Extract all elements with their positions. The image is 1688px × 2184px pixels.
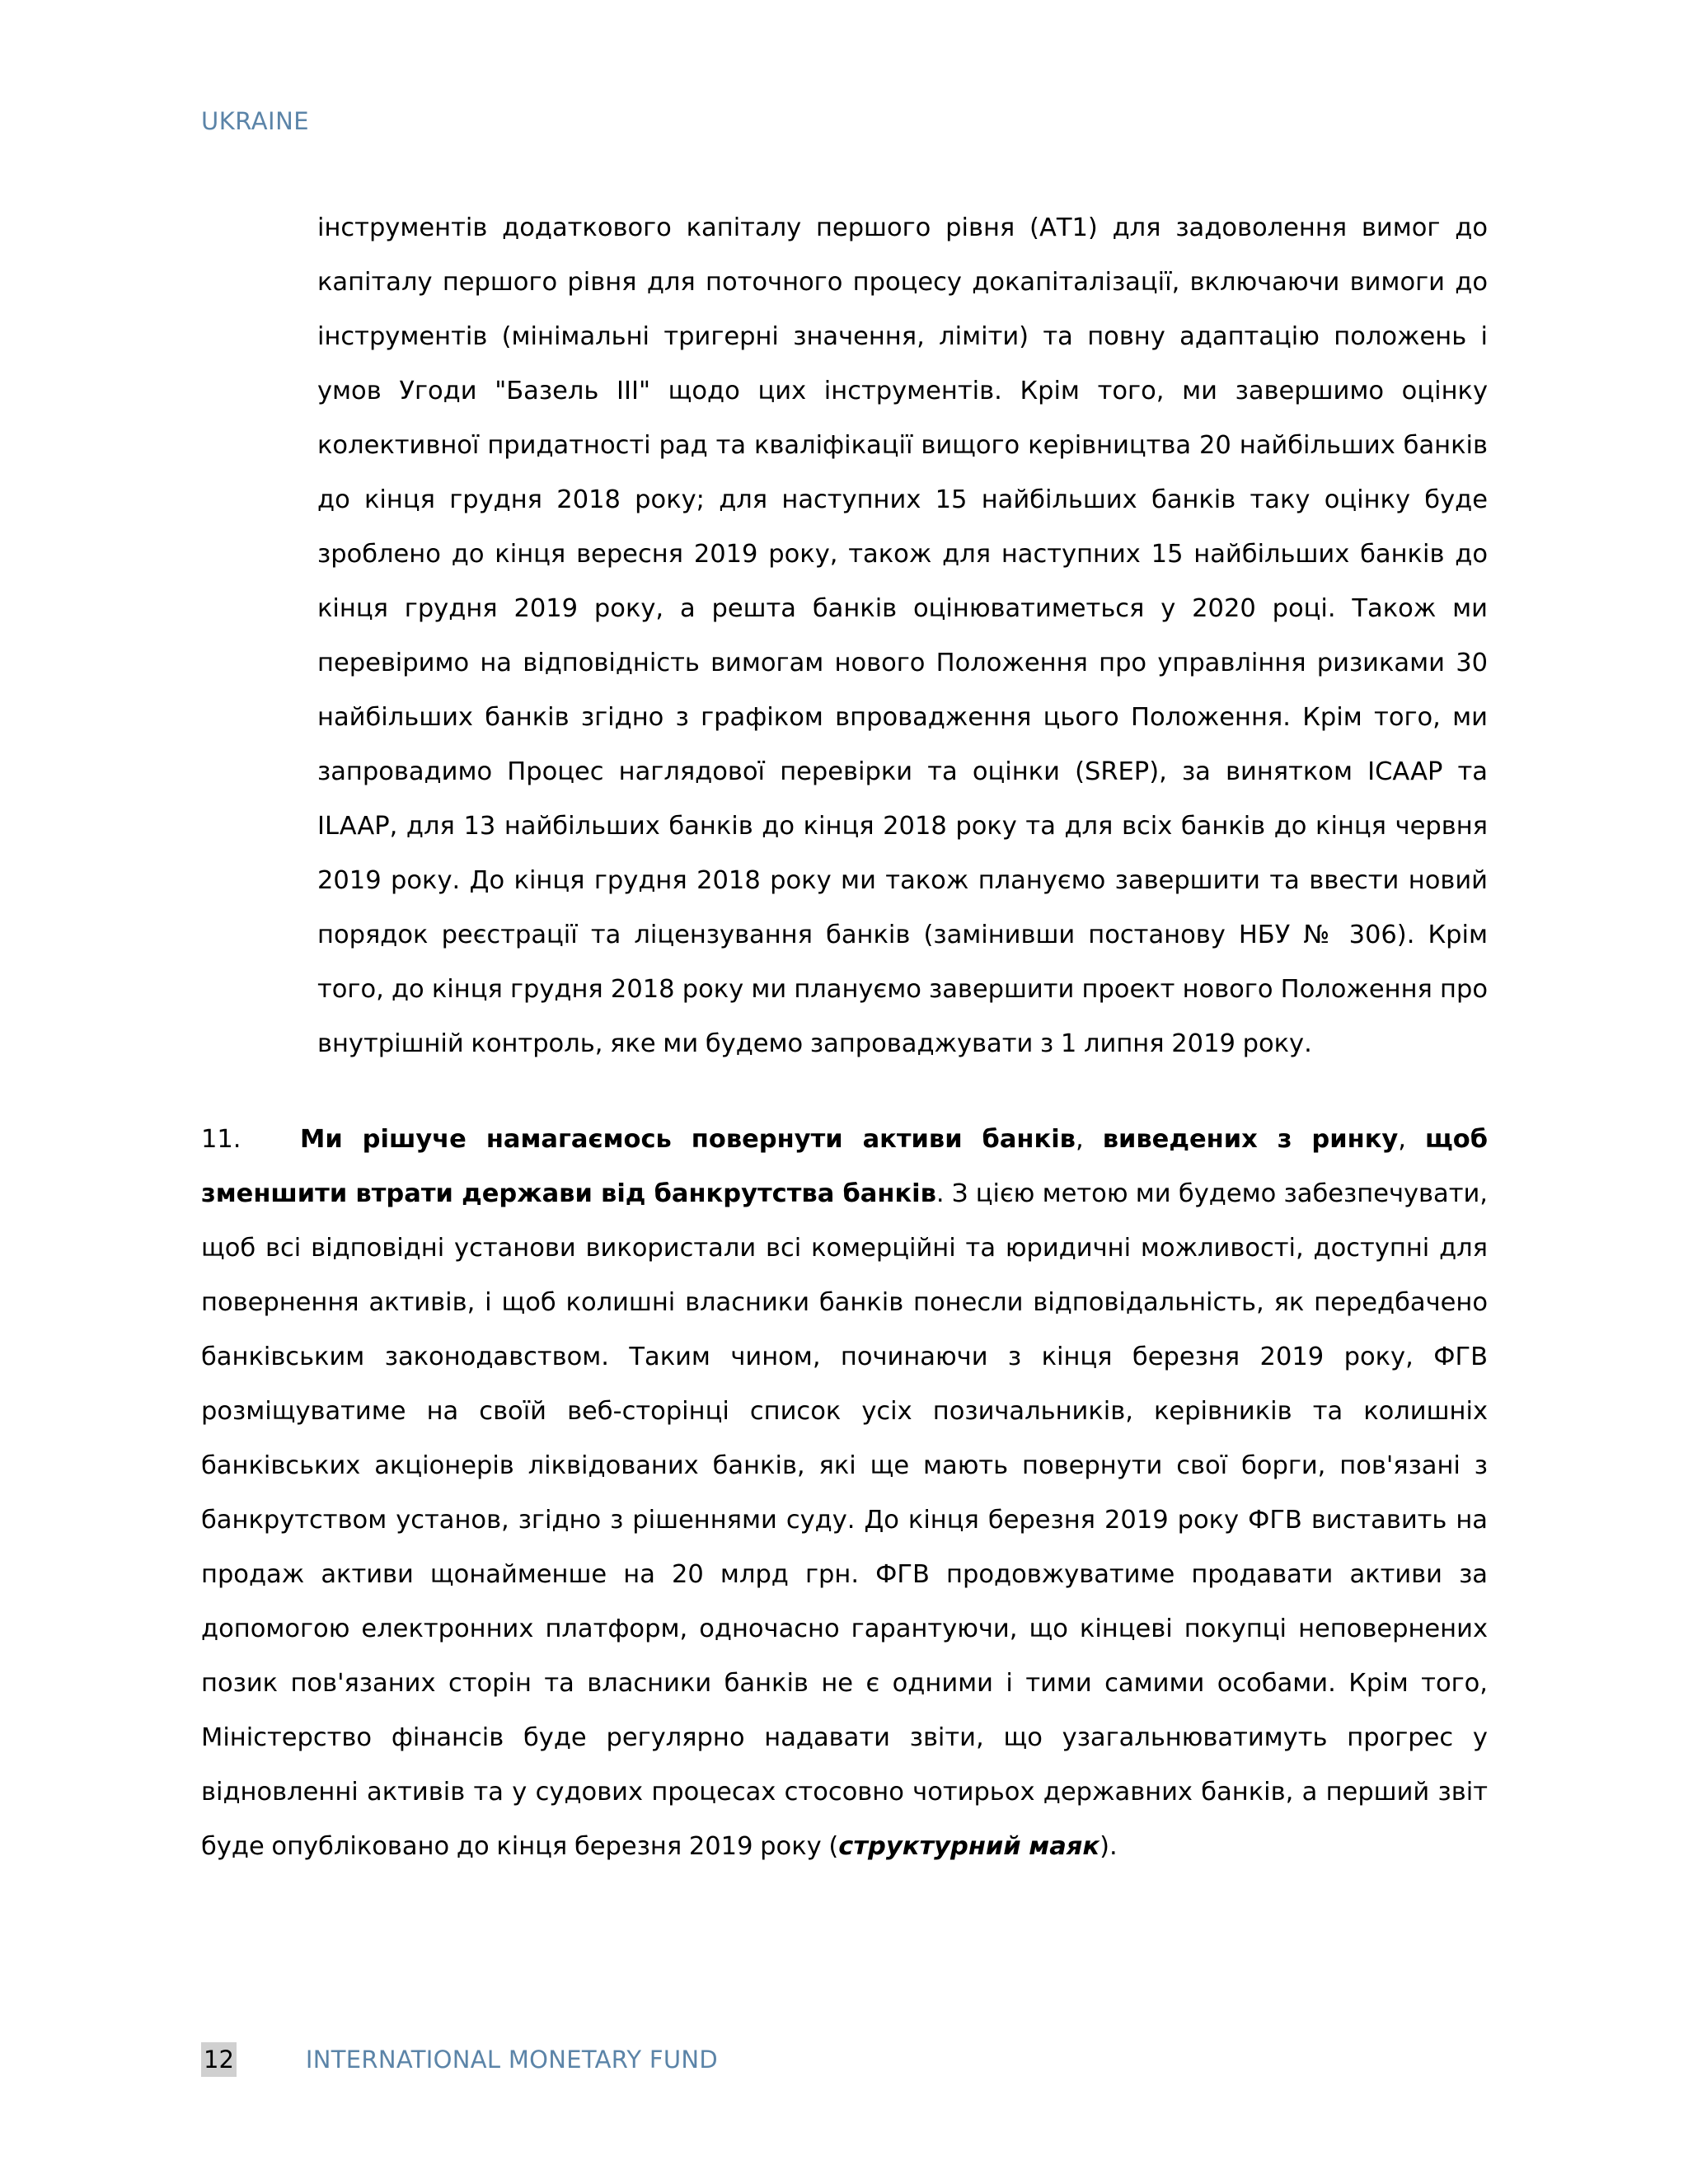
paragraph-continued: інструментів додаткового капіталу першого рівня (АТ1) для задоволення вимог до капіталу першого рівня для поточного процесу докапіталізації, включаючи вимоги до інструментів (мінімальні тригерні значення, ліміти) та повну адаптацію положень і умов Угоди "Базель ІІІ" щодо цих інструментів. Крім того, ми завершимо оцінку колективної придатності рад та кваліфікації вищого керівництва 20 найбільших банків до кінця грудня 2018 року; для наступних 15 найбільших банків таку оцінку буде зроблено до кінця вересня 2019 року, також для наступних 15 найбільших банків до кінця грудня 2019 року, а решта банків оцінюватиметься у 2020 році. Також ми перевіримо на відповідність вимогам нового Положення про управління ризиками 30 найбільших банків згідно з графіком впровадження цього Положення. Крім того, ми запровадимо Процес наглядової перевірки та оцінки (SREP), за винятком ICAAP та ILAAP, для 13 найбільших банків до кінця 2018 року та для всіх банків до кінця червня 2019 року. До кінця грудня 2018 року ми також плануємо завершити та ввести новий порядок реєстрації та ліцензування банків (замінивши постанову НБУ № 306). Крім того, до кінця грудня 2018 року ми плануємо завершити проект нового Положення про внутрішній контроль, яке ми будемо запроваджувати з 1 липня 2019 року. xyxy=(317,213,1488,1058)
paragraph-11-heading-part-3: щоб зменшити втрати держави від банкрутства банків xyxy=(201,1125,1488,1208)
running-header: UKRAINE xyxy=(201,107,310,135)
paragraph-11-heading-part-2: виведених з ринку xyxy=(1102,1125,1399,1154)
paragraph-11-body: . З цією метою ми будемо забезпечувати, щоб всі відповідні установи використали всі комерційні та юридичні можливості, доступні для повернення активів, і щоб колишні власники банків понесли відповідальність, як передбачено банківським законодавством. Таким чином, починаючи з кінця березня 2019 року, ФГВ розміщуватиме на своїй веб-сторінці список усіх позичальників, керівників та колишніх банківських акціонерів ліквідованих банків, які ще мають повернути свої борги, пов'язані з банкрутством установ, згідно з рішеннями суду. До кінця березня 2019 року ФГВ виставить на продаж активи щонайменше на 20 млрд грн. ФГВ продовжуватиме продавати активи за допомогою електронних платформ, одночасно гарантуючи, що кінцеві покупці неповернених позик пов'язаних сторін та власники банків не є одними і тими самими особами. Крім того, Міністерство фінансів буде регулярно надавати звіти, що узагальнюватимуть прогрес у відновленні активів та у судових процесах стосовно чотирьох державних банків, а перший звіт буде опубліковано до кінця березня 2019 року ( xyxy=(201,1179,1488,1861)
paragraph-number: 11. xyxy=(201,1125,241,1154)
paragraph-11 xyxy=(201,1113,1488,1874)
paragraph-11-heading-part-1: Ми рішуче намагаємось повернути активи банків xyxy=(300,1125,1076,1154)
paragraph-11-closing: ). xyxy=(1100,1832,1118,1861)
page-footer xyxy=(201,2042,718,2077)
structural-benchmark-label: структурний маяк xyxy=(838,1832,1100,1861)
heading-separator-2: , xyxy=(1398,1125,1426,1154)
footer-title: INTERNATIONAL MONETARY FUND xyxy=(305,2046,719,2074)
heading-separator-1: , xyxy=(1075,1125,1103,1154)
page-number: 12 xyxy=(201,2042,237,2077)
